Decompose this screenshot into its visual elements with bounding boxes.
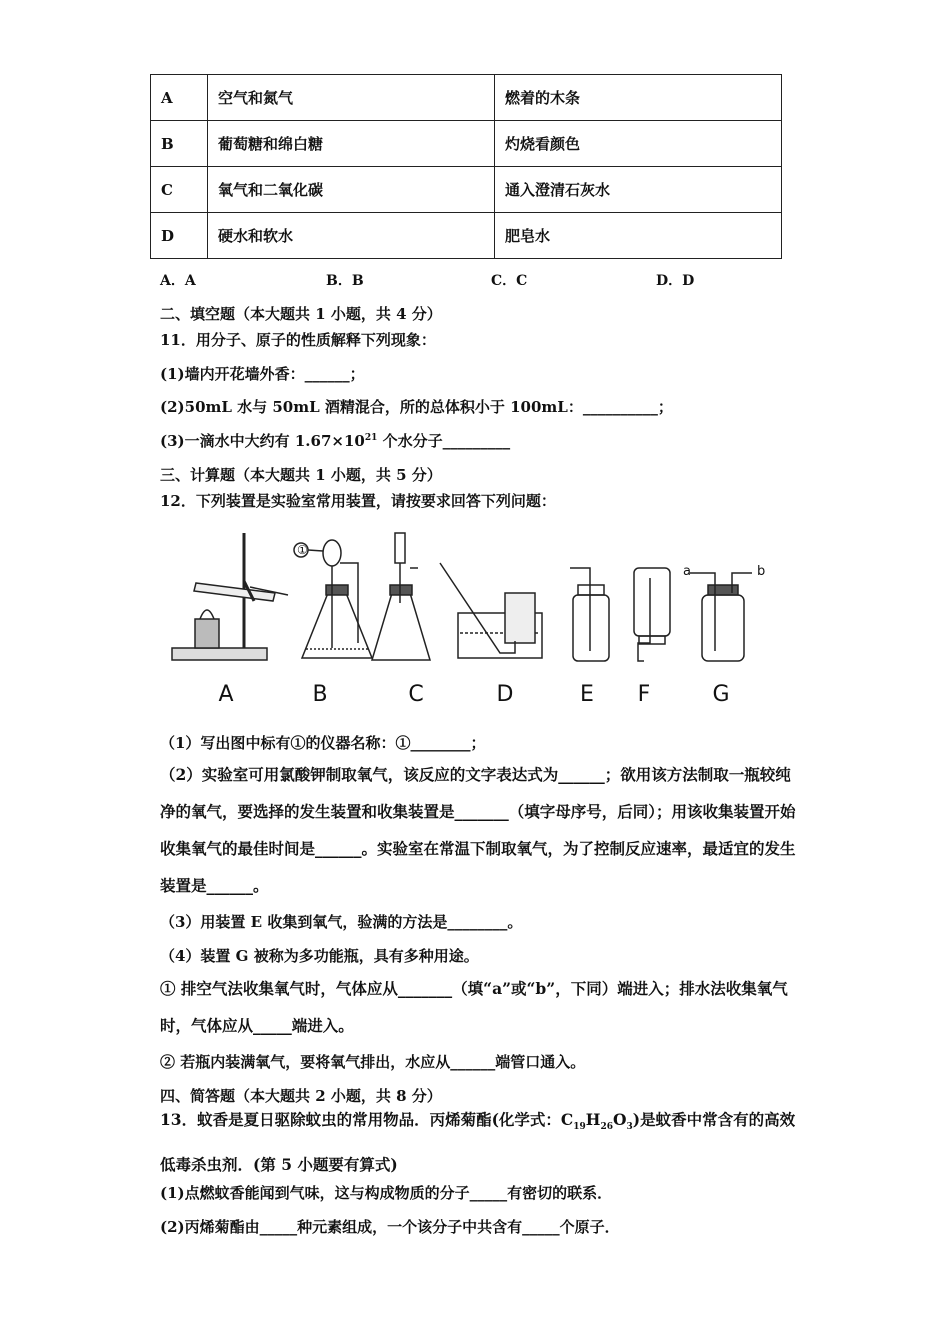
q11-3-text: (3)一滴水中大约有 1.67×10: [160, 432, 365, 450]
apparatus-e: [570, 568, 609, 661]
question-11-3: [160, 430, 510, 451]
question-12-3: （3）用装置 E 收集到氧气，验满的方法是________。: [160, 913, 523, 931]
apparatus-b: [294, 540, 372, 658]
row-items: 空气和氮气: [208, 75, 495, 121]
question-13: [160, 1101, 800, 1183]
row-items: 葡萄糖和绵白糖: [208, 121, 495, 167]
fig-label-c: C: [408, 682, 424, 707]
question-11: 11．用分子、原子的性质解释下列现象：: [160, 331, 436, 349]
table-row: [151, 121, 782, 167]
fig-label-e: E: [580, 682, 594, 707]
question-12-4-2: ② 若瓶内装满氧气，要将氧气排出，水应从______端管口通入。: [160, 1053, 586, 1071]
apparatus-a: [172, 533, 288, 660]
apparatus-f: [634, 568, 670, 661]
table-row: [151, 75, 782, 121]
fig-label-d: D: [496, 682, 514, 707]
fig-label-a: A: [218, 682, 234, 707]
row-key: D: [151, 213, 208, 259]
row-method: 燃着的木条: [495, 75, 782, 121]
options-table: [150, 74, 782, 259]
row-method: 肥皂水: [495, 213, 782, 259]
q11-3-tail: 个水分子_________: [377, 432, 511, 450]
choice-b[interactable]: B．B: [326, 273, 364, 289]
fig-label-f: F: [637, 682, 651, 707]
apparatus-c: [372, 533, 430, 660]
port-a-label: a: [683, 564, 691, 579]
subscript: 3: [626, 1122, 633, 1133]
question-12: 12．下列装置是实验室常用装置，请按要求回答下列问题：: [160, 492, 556, 510]
apparatus-g: [690, 573, 752, 661]
section-heading: 二、填空题（本大题共 1 小题，共 4 分）: [160, 305, 442, 323]
table-row: [151, 213, 782, 259]
element-o: O: [612, 1110, 627, 1129]
question-12-4: （4）装置 G 被称为多功能瓶，具有多种用途。: [160, 947, 479, 965]
row-method: 灼烧看颜色: [495, 121, 782, 167]
q13-tail: )是蚊香中常含有的高效低毒杀虫剂．(第 5 小题要有算式): [160, 1110, 796, 1175]
row-key: B: [151, 121, 208, 167]
question-12-2: （2）实验室可用氯酸钾制取氧气，该反应的文字表达式为______；欲用该方法制取一瓶较纯净的氧气，要选择的发生装置和收集装置是_______（填字母序号，后同）；用该收集装置开始收集氧气的最佳时间是______。实验室在常温下制取氧气，为了控制反应速率，最适宜的发生装置是______。: [160, 765, 796, 895]
section-heading: 四、简答题（本大题共 2 小题，共 8 分）: [160, 1087, 442, 1105]
apparatus-d: [440, 563, 542, 658]
section-heading: 三、计算题（本大题共 1 小题，共 5 分）: [160, 466, 442, 484]
question-13-1: (1)点燃蚊香能闻到气味，这与构成物质的分子_____有密切的联系．: [160, 1184, 613, 1202]
question-11-1: (1)墙内开花墙外香：______；: [160, 365, 365, 383]
fig-label-b: B: [312, 682, 328, 707]
apparatus-figure: [160, 523, 800, 713]
element-h: H: [585, 1110, 601, 1129]
row-key: C: [151, 167, 208, 213]
choice-a[interactable]: A．A: [160, 273, 196, 289]
question-13-2: (2)丙烯菊酯由_____种元素组成，一个该分子中共含有_____个原子．: [160, 1218, 620, 1236]
question-12-1: （1）写出图中标有①的仪器名称：①________；: [160, 734, 486, 752]
marker-1: ①: [297, 543, 308, 557]
question-12-4-1: ① 排空气法收集氧气时，气体应从_______（填“a”或“b”，下同）端进入；排水法收集氧气时，气体应从_____端进入。: [160, 979, 788, 1035]
fig-label-g: G: [712, 682, 730, 707]
table-row: [151, 167, 782, 213]
choice-d[interactable]: D．D: [656, 273, 695, 289]
row-items: 氧气和二氧化碳: [208, 167, 495, 213]
row-key: A: [151, 75, 208, 121]
q13-text: 13．蚊香是夏日驱除蚊虫的常用物品．丙烯菊酯(化学式：C: [160, 1110, 574, 1129]
subscript: 26: [600, 1122, 613, 1133]
port-b-label: b: [757, 564, 766, 579]
choice-c[interactable]: C．C: [491, 273, 528, 289]
question-11-2: (2)50mL 水与 50mL 酒精混合，所的总体积小于 100mL：__________；: [160, 398, 673, 416]
row-method: 通入澄清石灰水: [495, 167, 782, 213]
exponent: 21: [364, 433, 378, 443]
row-items: 硬水和软水: [208, 213, 495, 259]
subscript: 19: [573, 1122, 586, 1133]
